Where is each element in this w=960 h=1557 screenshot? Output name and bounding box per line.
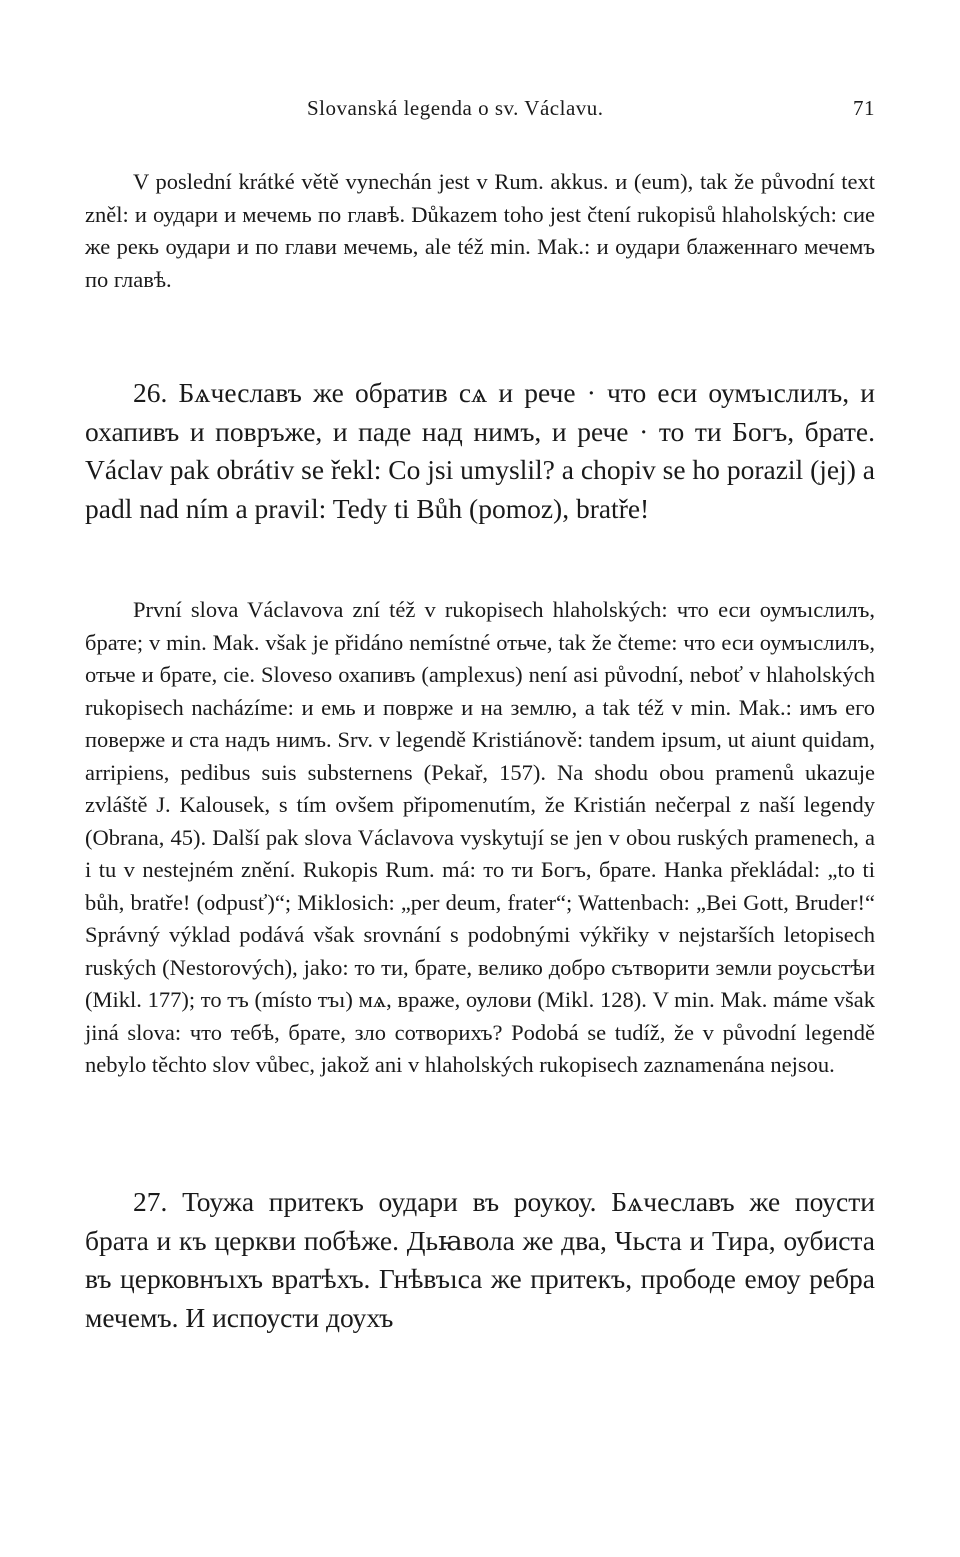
paragraph-section-26: 26. Бѧчеславъ же обратив сѧ и рече · что еси оумъıслилъ, и охапивъ и повръже, и паде над нимъ, и рече · то ти Богъ, брате. Václav pak obrátiv se řekl: Co jsi umyslil? a chopiv se ho porazil (jej) a padl nad ním a pravil: Tedy ti Bůh (pomoz), bratře!: [85, 377, 875, 524]
page-number: 71: [853, 96, 875, 120]
header-title: Slovanská legenda o sv. Václavu.: [307, 96, 604, 120]
paragraph-commentary-26: První slova Václavova zní též v rukopisech hlaholských: что еси оумъıслилъ, брате; v min. Mak. však je přidáno nemístné отьче, tak že čteme: что еси оумъıслилъ, отьче и брате, сiе. Sloveso охапивъ (amplexus) není asi původní, neboť v hlaholských rukopisech nacházíme: и емь и поврже и на землю, a tak též v min. Mak.: имъ его поверже и ста надъ нимъ. Srv. v legendě Kristiánově: tandem ipsum, ut aiunt quidam, arripiens, pedibus suis substernens (Pekař, 157). Na shodu obou pramenů ukazuje zvláště J. Kalousek, s tím ovšem připomenutím, že Kristián nečerpal z naší legendy (Obrana, 45). Další pak slova Václavova vyskytují se jen v obou ruských pramenech, a i tu v nestejném znění. Rukopis Rum. má: то ти Богъ, брате. Hanka překládal: „to ti bůh, bratře! (odpusť)“; Miklosich: „per deum, frater“; Wattenbach: „Bei Gott, Bruder!“ Správný výklad podává však srovnání s podobnými výkřiky v nejstarších letopisech ruských (Nestorových), jako: то ти, брате, велико добро сътворити земли роусьстѣи (Mikl. 177); то тъ (místo тъı) мѧ, враже, оулови (Mikl. 128). V min. Mak. máme však jiná slova: что тебѣ, брате, зло сотворихъ? Podobá se tudíž, že v původní legendě nebylo těchto slov vůbec, jakož ani v hlaholských rukopisech zaznamenána nejsou.: [85, 597, 875, 1077]
paragraph-note-25: V poslední krátké větě vynechán jest v Rum. akkus. и (eum), tak že původní text zněl: и оудари и мечемь по главѣ. Důkazem toho jest čtení rukopisů hlaholských: сие же рекь оудари и по глави мечемь, ale též min. Mak.: и оудари блаженнаго мечемъ по главѣ.: [85, 169, 875, 292]
paragraph-section-27: 27. Тоужа притекъ оудари въ роукоу. Бѧчеславъ же поусти брата и къ церкви побѣже. Дьꙗвола же два, Чьста и Тира, оубиста въ церковнъıхъ вратѣхъ. Гнѣвъıса же притекъ, прободе емоу ребра мечемъ. И испоусти доухъ: [85, 1186, 875, 1333]
